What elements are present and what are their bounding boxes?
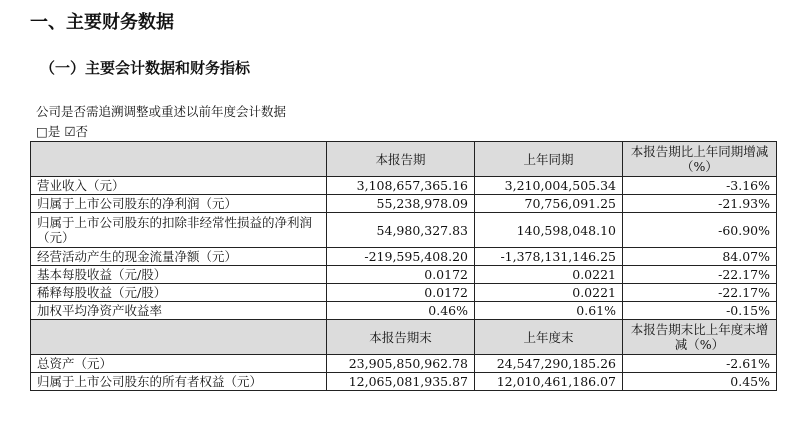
current-value: 54,980,327.83 xyxy=(327,213,475,248)
header-cell: 本报告期末比上年度末增减（%） xyxy=(623,320,777,355)
header-cell: 本报告期比上年同期增减（%） xyxy=(623,142,777,177)
no-checkbox-checked[interactable]: ☑ xyxy=(64,124,76,139)
header-cell: 本报告期末 xyxy=(327,320,475,355)
current-value: 23,905,850,962.78 xyxy=(327,355,475,373)
current-value: 3,108,657,365.16 xyxy=(327,177,475,195)
table-row xyxy=(31,355,777,373)
header-cell xyxy=(31,142,327,177)
prior-value: 3,210,004,505.34 xyxy=(475,177,623,195)
change-value: -0.15% xyxy=(623,302,777,320)
table-header-row xyxy=(31,142,777,177)
change-value: -22.17% xyxy=(623,266,777,284)
subsection-heading: （一）主要会计数据和财务指标 xyxy=(40,59,251,77)
restatement-choice xyxy=(36,122,88,140)
prior-value: 0.61% xyxy=(475,302,623,320)
change-value: -2.61% xyxy=(623,355,777,373)
no-label: 否 xyxy=(75,124,89,139)
header-cell: 本报告期 xyxy=(327,142,475,177)
table-row xyxy=(31,213,777,248)
change-value: -22.17% xyxy=(623,284,777,302)
prior-value: 24,547,290,185.26 xyxy=(475,355,623,373)
prior-value: 0.0221 xyxy=(475,266,623,284)
header-cell: 上年同期 xyxy=(475,142,623,177)
change-value: 0.45% xyxy=(623,373,777,391)
current-value: 0.0172 xyxy=(327,284,475,302)
row-label: 总资产（元） xyxy=(31,355,327,373)
prior-value: -1,378,131,146.25 xyxy=(475,248,623,266)
row-label: 营业收入（元） xyxy=(31,177,327,195)
current-value: 55,238,978.09 xyxy=(327,195,475,213)
current-value: 12,065,081,935.87 xyxy=(327,373,475,391)
table-header-row xyxy=(31,320,777,355)
yes-checkbox[interactable]: □ xyxy=(36,124,48,139)
row-label: 归属于上市公司股东的所有者权益（元） xyxy=(31,373,327,391)
financial-data-table xyxy=(30,141,777,391)
current-value: 0.46% xyxy=(327,302,475,320)
table-row xyxy=(31,302,777,320)
row-label: 基本每股收益（元/股） xyxy=(31,266,327,284)
change-value: -60.90% xyxy=(623,213,777,248)
section-heading: 一、主要财务数据 xyxy=(30,12,174,33)
current-value: 0.0172 xyxy=(327,266,475,284)
row-label: 归属于上市公司股东的净利润（元） xyxy=(31,195,327,213)
table-row xyxy=(31,177,777,195)
restatement-question: 公司是否需追溯调整或重述以前年度会计数据 xyxy=(36,104,287,119)
table-row xyxy=(31,195,777,213)
change-value: 84.07% xyxy=(623,248,777,266)
header-cell xyxy=(31,320,327,355)
change-value: -3.16% xyxy=(623,177,777,195)
prior-value: 0.0221 xyxy=(475,284,623,302)
table-row xyxy=(31,373,777,391)
row-label: 加权平均净资产收益率 xyxy=(31,302,327,320)
yes-label: 是 xyxy=(47,124,61,139)
prior-value: 140,598,048.10 xyxy=(475,213,623,248)
prior-value: 12,010,461,186.07 xyxy=(475,373,623,391)
change-value: -21.93% xyxy=(623,195,777,213)
table-row xyxy=(31,284,777,302)
row-label: 归属于上市公司股东的扣除非经常性损益的净利润（元） xyxy=(31,213,327,248)
row-label: 稀释每股收益（元/股） xyxy=(31,284,327,302)
current-value: -219,595,408.20 xyxy=(327,248,475,266)
header-cell: 上年度末 xyxy=(475,320,623,355)
table-row xyxy=(31,248,777,266)
table-row xyxy=(31,266,777,284)
row-label: 经营活动产生的现金流量净额（元） xyxy=(31,248,327,266)
prior-value: 70,756,091.25 xyxy=(475,195,623,213)
